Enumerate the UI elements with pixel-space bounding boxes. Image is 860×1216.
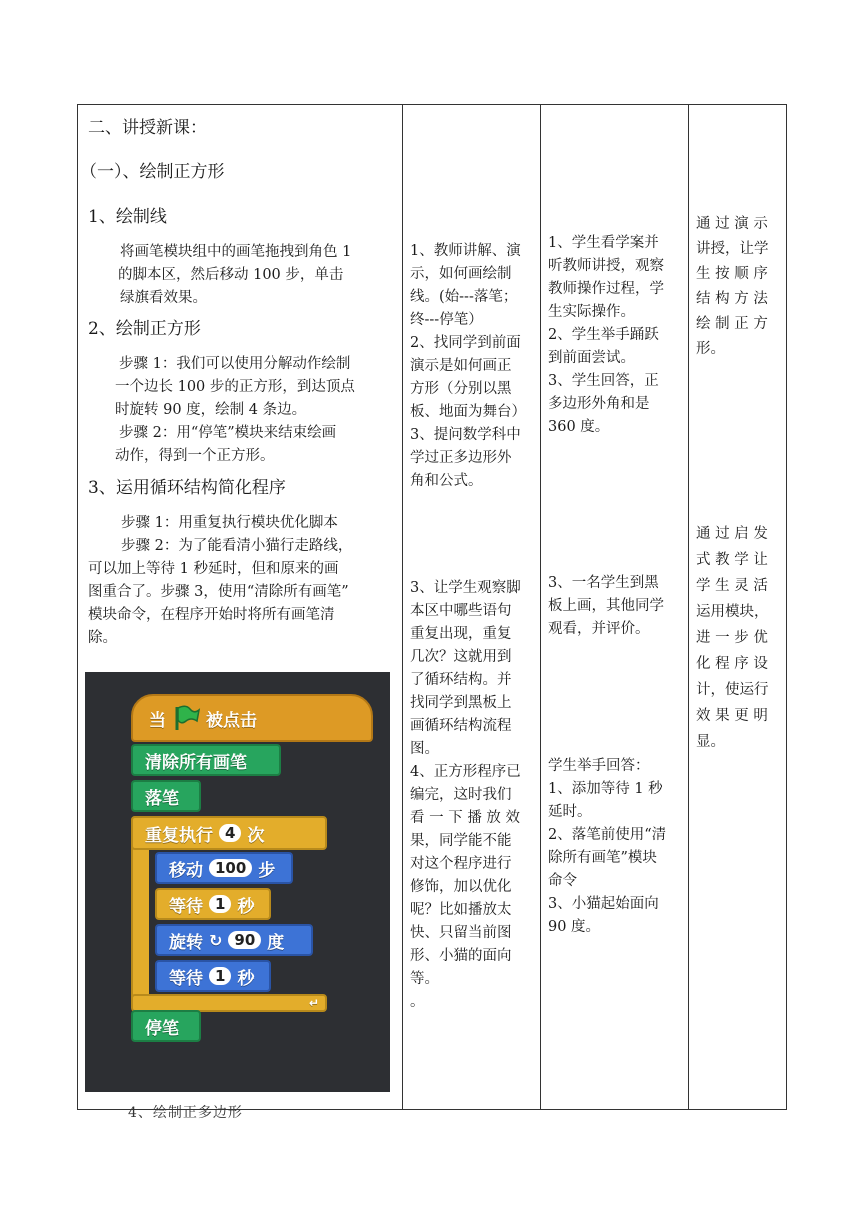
section-heading: 二、讲授新课： (88, 118, 207, 138)
step1-text (120, 241, 390, 310)
block-label: 秒 (237, 896, 255, 917)
text-line: 4、正方形程序已 (410, 764, 521, 780)
text-line: 讲授，让学 (696, 241, 769, 257)
text-line: 到前面尝试。 (548, 350, 635, 366)
text-line: 命令 (548, 873, 577, 889)
text-line: 1、添加等待 1 秒 (548, 781, 663, 797)
text-line: 将画笔模块组中的画笔拖拽到角色 1 (120, 244, 352, 260)
student-activity-3 (548, 755, 688, 939)
text-line: 修饰，加以优化 (410, 879, 512, 895)
turn-degrees: 90 (228, 931, 261, 949)
text-line: 1、学生看学案并 (548, 235, 659, 251)
text-line: 绘 制 正 方 (696, 316, 768, 332)
text-line: 3、一名学生到黑 (548, 575, 659, 591)
move-block (155, 852, 293, 884)
text-line: 重复出现，重复 (410, 626, 512, 642)
text-line: 线。(始---落笔； (410, 289, 518, 305)
text-line: 延时。 (548, 804, 592, 820)
step1-title: 1、绘制线 (88, 207, 167, 227)
text-line: 3、让学生观察脚 (410, 580, 521, 596)
text-line: 通 过 演 示 (696, 216, 768, 232)
text-line: 观看，并评价。 (548, 621, 650, 637)
wait-block (155, 888, 271, 920)
text-line: 板上画，其他同学 (548, 598, 664, 614)
text-line: 除所有画笔”模块 (548, 850, 657, 866)
hat-label: 当 (149, 710, 166, 731)
block-label: 等待 (169, 968, 203, 989)
step2-title: 2、绘制正方形 (88, 319, 201, 339)
text-line: 本区中哪些语句 (410, 603, 512, 619)
text-line: 运用模块， (696, 604, 769, 620)
loop-arrow-icon: ↵ (308, 996, 319, 1010)
text-line: 教师操作过程，学 (548, 281, 664, 297)
text-line: 学过正多边形外 (410, 450, 512, 466)
text-line: 听教师讲授，观察 (548, 258, 664, 274)
cutoff-heading (128, 1104, 288, 1121)
wait-seconds: 1 (209, 895, 231, 913)
text-line: 90 度。 (548, 919, 601, 935)
text-line: 终---停笔） (410, 312, 483, 328)
teacher-activity-2 (410, 577, 536, 1014)
text-line: 1、教师讲解、演 (410, 243, 521, 259)
text-line: 了循环结构。并 (410, 672, 512, 688)
text-line: 360 度。 (548, 419, 610, 435)
text-line: 呢？比如播放太 (410, 902, 512, 918)
text-line: 生实际操作。 (548, 304, 635, 320)
student-activity-1 (548, 232, 688, 439)
text-line: 结 构 方 法 (696, 291, 768, 307)
text-line: 角和公式。 (410, 473, 483, 489)
text-line: 式 教 学 让 (696, 552, 768, 568)
turn-block (155, 924, 313, 956)
text-line: 图重合了。步骤 3，使用“清除所有画笔” (88, 584, 349, 600)
teacher-activity-1 (410, 240, 536, 493)
text-line: 3、提问数学科中 (410, 427, 521, 443)
block-label: 清除所有画笔 (145, 752, 247, 773)
text-line: 图。 (410, 741, 439, 757)
step3-text (88, 512, 400, 650)
text-line: 效 果 更 明 (696, 708, 768, 724)
block-label: 步 (258, 860, 276, 881)
text-line: 找同学到黑板上 (410, 695, 512, 711)
text-line: 形。 (696, 341, 725, 357)
text-line: 编完，这时我们 (410, 787, 512, 803)
text-line: 演示是如何画正 (410, 358, 512, 374)
turn-right-icon: ↻ (209, 930, 223, 950)
hat-tail-label: 被点击 (206, 710, 257, 731)
text-line: 多边形外角和是 (548, 396, 650, 412)
cutoff-text: 4、绘制正多边形 (128, 1105, 243, 1121)
clear-all-pens-block (131, 744, 281, 776)
text-line: 进 一 步 优 (696, 630, 768, 646)
text-line: 3、学生回答，正 (548, 373, 659, 389)
text-line: 。 (410, 994, 425, 1010)
block-label: 落笔 (145, 788, 179, 809)
text-line: 2、学生举手踊跃 (548, 327, 659, 343)
block-label: 次 (247, 825, 265, 846)
text-line: 快、只留当前图 (410, 925, 512, 941)
text-line: 时旋转 90 度，绘制 4 条边。 (115, 402, 307, 418)
text-line: 步骤 1：我们可以使用分解动作绘制 (119, 356, 351, 372)
text-line: 可以加上等待 1 秒延时，但和原来的画 (88, 561, 339, 577)
pen-up-block (131, 1010, 201, 1042)
scratch-script-screenshot (85, 672, 390, 1092)
step2-text (115, 353, 394, 468)
block-label: 等待 (169, 896, 203, 917)
text-line: 步骤 1：用重复执行模块优化脚本 (121, 515, 338, 531)
text-line: 形、小猫的面向 (410, 948, 512, 964)
wait-block-2 (155, 960, 271, 992)
design-intent-2 (696, 521, 782, 755)
text-line: 步骤 2：用“停笔”模块来结束绘画 (119, 425, 337, 441)
text-line: 看 一 下 播 放 效 (410, 810, 521, 826)
text-line: 步骤 2：为了能看清小猫行走路线， (121, 538, 353, 554)
text-line: 计，使运行 (696, 682, 769, 698)
text-line: 通 过 启 发 (696, 526, 768, 542)
text-line: 学生举手回答： (548, 758, 650, 774)
block-label: 秒 (237, 968, 255, 989)
text-line: 化 程 序 设 (696, 656, 768, 672)
block-label: 重复执行 (145, 825, 213, 846)
text-line: 学 生 灵 活 (696, 578, 768, 594)
text-line: 一个边长 100 步的正方形，到达顶点 (115, 379, 355, 395)
design-intent-1 (696, 212, 782, 362)
text-line: 对这个程序进行 (410, 856, 512, 872)
text-line: 画循环结构流程 (410, 718, 512, 734)
text-line: 等。 (410, 971, 439, 987)
text-line: 几次？这就用到 (410, 649, 512, 665)
repeat-block (131, 816, 327, 850)
pen-down-block (131, 780, 201, 812)
move-steps: 100 (209, 859, 252, 877)
when-flag-clicked-block (131, 694, 373, 742)
block-label: 停笔 (145, 1018, 179, 1039)
green-flag-icon (172, 705, 200, 731)
wait-seconds: 1 (209, 967, 231, 985)
text-line: 显。 (696, 734, 725, 750)
student-activity-2 (548, 572, 688, 641)
text-line: 除。 (88, 630, 117, 646)
block-label: 移动 (169, 860, 203, 881)
repeat-count: 4 (219, 824, 241, 842)
text-line: 3、小猫起始面向 (548, 896, 659, 912)
text-line: 2、落笔前使用“清 (548, 827, 667, 843)
text-line: 绿旗看效果。 (120, 290, 207, 306)
text-line: 动作，得到一个正方形。 (115, 448, 275, 464)
text-line: 的脚本区，然后移动 100 步，单击 (118, 267, 344, 283)
sub-heading: （一）、绘制正方形 (80, 162, 225, 182)
block-label: 度 (267, 932, 285, 953)
text-line: 2、找同学到前面 (410, 335, 521, 351)
text-line: 模块命令，在程序开始时将所有画笔清 (88, 607, 335, 623)
block-label: 旋转 (169, 932, 203, 953)
text-line: 示，如何画绘制 (410, 266, 512, 282)
text-line: 生 按 顺 序 (696, 266, 768, 282)
text-line: 方形（分别以黑 (410, 381, 512, 397)
step3-title: 3、运用循环结构简化程序 (88, 478, 286, 498)
text-line: 果，同学能不能 (410, 833, 512, 849)
text-line: 板、地面为舞台） (410, 404, 526, 420)
